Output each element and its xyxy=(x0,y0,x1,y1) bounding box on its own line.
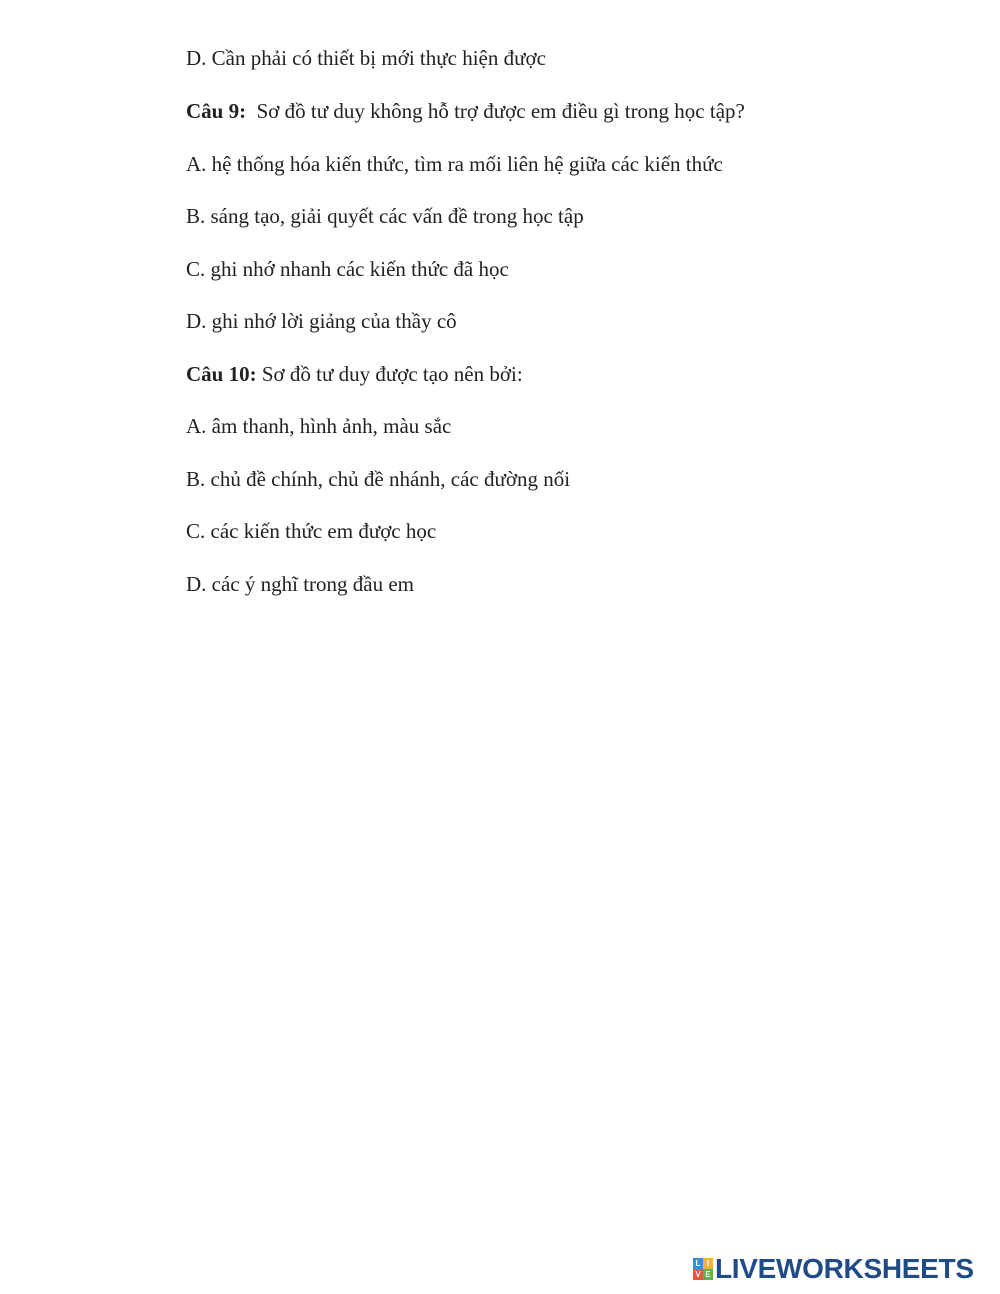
question-10 xyxy=(186,361,523,387)
question-text: Sơ đồ tư duy được tạo nên bởi: xyxy=(256,362,523,386)
q9-option-a xyxy=(186,151,723,177)
q10-option-b xyxy=(186,466,570,492)
question-label: Câu 10: xyxy=(186,362,257,386)
logo-mark-cell: I xyxy=(703,1258,713,1269)
q8-option-d xyxy=(186,45,546,71)
option-text: D. Cần phải có thiết bị mới thực hiện được xyxy=(186,46,546,70)
q9-option-b xyxy=(186,203,584,229)
logo-mark-cell: V xyxy=(693,1269,703,1280)
question-text: Sơ đồ tư duy không hỗ trợ được em điều gì trong học tập? xyxy=(246,99,745,123)
q10-option-d xyxy=(186,571,414,597)
option-text: B. chủ đề chính, chủ đề nhánh, các đường nối xyxy=(186,467,571,491)
logo-mark-cell: L xyxy=(693,1258,703,1269)
option-text: B. sáng tạo, giải quyết các vấn đề trong học tập xyxy=(186,204,584,228)
liveworksheets-logo[interactable] xyxy=(693,1254,974,1284)
option-text: D. ghi nhớ lời giảng của thầy cô xyxy=(186,309,457,333)
option-text: A. âm thanh, hình ảnh, màu sắc xyxy=(186,414,452,438)
question-9 xyxy=(186,98,745,124)
q9-option-d xyxy=(186,308,457,334)
option-text: A. hệ thống hóa kiến thức, tìm ra mối liên hệ giữa các kiến thức xyxy=(186,152,723,176)
option-text: C. ghi nhớ nhanh các kiến thức đã học xyxy=(186,257,509,281)
option-text: C. các kiến thức em được học xyxy=(186,519,437,543)
q10-option-c xyxy=(186,518,436,544)
logo-mark-cell: E xyxy=(703,1269,713,1280)
logo-mark-icon xyxy=(693,1258,713,1280)
q10-option-a xyxy=(186,413,451,439)
q9-option-c xyxy=(186,256,509,282)
logo-text: LIVEWORKSHEETS xyxy=(715,1253,974,1284)
question-label: Câu 9: xyxy=(186,99,247,123)
option-text: D. các ý nghĩ trong đầu em xyxy=(186,572,415,596)
